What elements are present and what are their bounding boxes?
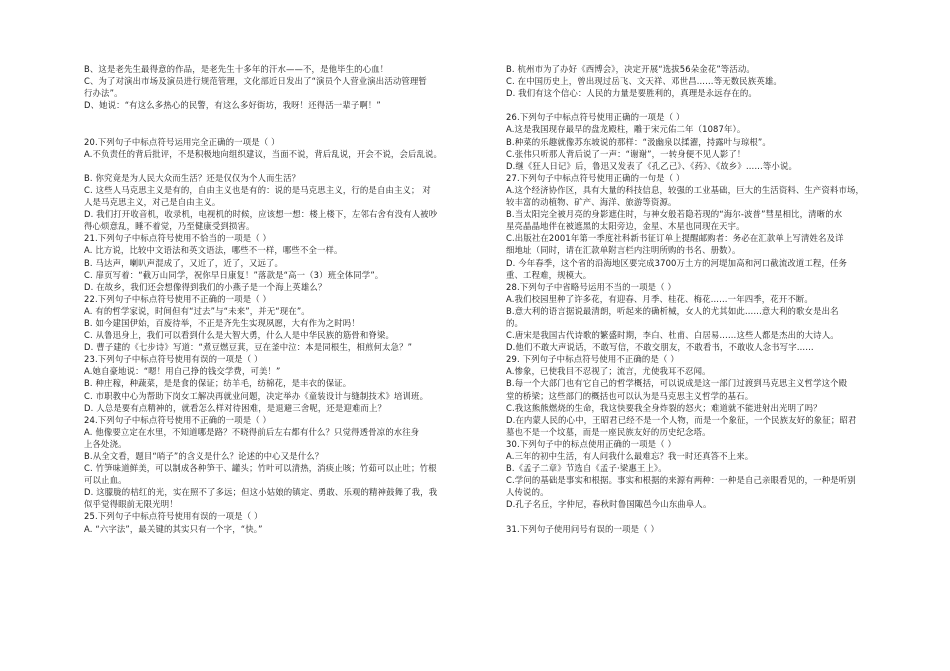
- answer-option: D. 人总是要有点精神的，就看怎么样对待困难，是退避三舍呢，还是迎难而上？: [84, 402, 387, 413]
- spacer: [84, 111, 460, 135]
- text-line: 可以止血。: [84, 475, 127, 486]
- answer-option: B.《孟子二章》节选自《孟子·梁惠王上》。: [506, 463, 667, 474]
- answer-option: D. 我们有这个信心：人民的力量是要胜利的，真理是永远存在的。: [506, 88, 757, 99]
- question-stem: 31.下列句子使用问号有误的一项是（ ）: [506, 523, 659, 534]
- answer-option: B.种菜的乐趣就像苏东坡说的那样：“汲幽泉以揉濯，持露叶与琼根”。: [506, 136, 771, 147]
- text-line: 行办法”。: [84, 88, 123, 99]
- text-line: 重、工程难，规模大。: [506, 269, 592, 280]
- answer-option: C. 从鲁迅身上，我们可以看到什么是大智大勇，什么人是中华民族的筋骨和脊梁。: [84, 330, 394, 341]
- question-stem: 30.下列句子中的标点使用正确的一项是（ ）: [506, 438, 677, 449]
- answer-option: C. 在中国历史上，曾出现过岳飞、文天祥、邓世昌……等无数民族英雄。: [506, 76, 782, 87]
- text-line: 似乎觉得眼前无限光明！: [84, 499, 178, 510]
- answer-option: A. 他像要立定在水里，不知道哪是路？不晓得前后左右都有什么？只觉得透骨凉的水往身: [84, 426, 420, 437]
- answer-option: D. 曹子建的《七步诗》写道：“煮豆燃豆萁，豆在釜中泣：本是同根生，相煎何太急？”: [84, 342, 413, 353]
- answer-option: A. 比方说，比较中文语法和英文语法，哪些不一样，哪些不全一样。: [84, 245, 343, 256]
- answer-option: C.张伟只听那人背后说了一声：“谢谢”，一转身便不见人影了！: [506, 148, 746, 159]
- answer-option: A.这是我国现存最早的盘龙殿柱，雕于宋元佑二年（1087年）。: [506, 124, 746, 135]
- answer-option: A.她自豪地说：“嗯！用自己挣的钱交学费，可美！”: [84, 366, 281, 377]
- answer-option: D. 我们打开收音机，收录机，电视机的时候，应该想一想：楼上楼下，左邻右舍有没有人被吵: [84, 209, 438, 220]
- answer-option: D. 今年春季，这个省的沿海地区要完成3700万土方的河堤加高和河口截流改道工程，任务: [506, 257, 848, 268]
- question-stem: 20.下列句子中标点符号运用完全正确的一项是（ ）: [84, 136, 280, 147]
- question-stem: 28.下列句子中省略号运用不当的一项是（ ）: [506, 281, 677, 292]
- answer-option: C.出版社在2001年第一季度社科新书征订单上提醒邮购者：务必在汇款单上写清姓名及详: [506, 233, 844, 244]
- text-line: 较丰富的动植物、矿产、海洋、旅游等资源。: [506, 197, 677, 208]
- answer-option: B.意大利的语言据说最清朗，听起来的确析械，女人的尤其如此……意大利的歌女是出名: [506, 305, 839, 316]
- text-line: 堂的桥梁；这些部门的概括也可以认为是马克思主义哲学的基石。: [506, 390, 754, 401]
- answer-option: C.我这熊熊燃烧的生命，我这快要我全身炸裂的怒火；难道就不能进射出光明了吗？: [506, 402, 822, 413]
- answer-option: D. 这朦胧的桔红的光，实在照不了多远；但这小姑娘的镇定、勇敢、乐观的精神鼓舞了我，我: [84, 487, 438, 498]
- answer-option: B.从全文看，题目“哨子”的含义是什么？论述的中心又是什么？: [84, 451, 324, 461]
- text-line: 的。: [506, 317, 524, 328]
- answer-option: B. 马达声，喇叭声混成了，又近了，近了，又远了。: [84, 257, 284, 268]
- spacer: [506, 99, 886, 111]
- question-stem: 29. 下列句子中标点符号使用不正确的是（ ）: [506, 354, 679, 365]
- answer-option: B、这是老先生最得意的作品，是老先生十多年的汗水——不，是他毕生的心血！: [84, 64, 389, 74]
- answer-option: C、为了对演出市场及演员进行规范管理，文化部近日发出了“演员个人营业演出活动管理暂: [84, 76, 427, 87]
- question-stem: 26.下列句子中标点符号使用正确的一项是（ ）: [506, 112, 685, 123]
- left-column: [84, 63, 460, 535]
- spacer: [506, 510, 886, 522]
- answer-option: B.当太阳完全被月亮的身影遮住时，与神女般若隐若现的“海尔-波普”彗星相比，清晰的水: [506, 209, 843, 220]
- answer-option: C. 这些人马克思主义是有的，自由主义也是有的：说的是马克思主义，行的是自由主义； 对: [84, 184, 431, 195]
- answer-option: C. 竹笋味道鲜美，可以制成各种笋干、罐头；竹叶可以清热，消痰止咳；竹茹可以止吐；竹根: [84, 463, 437, 474]
- answer-option: D.孔子名丘，字仲尼，春秋时鲁国陬邑今山东曲阜人。: [506, 499, 712, 510]
- answer-option: A.这个经济协作区，具有大量的科技信息，较强的工业基础，巨大的生活资料、生产资料市场，: [506, 184, 865, 195]
- text-line: 人传说的。: [506, 487, 549, 498]
- answer-option: B. 种庄稼，种蔬菜，是是食的保证；纺羊毛，纺棉花，是丰衣的保证。: [84, 378, 352, 389]
- answer-option: A.三年的初中生活，有人问我什么最难忘？我一时还真答不上来。: [506, 451, 754, 461]
- text-line: 得心烦意乱，睡不着觉，乃至健康受到损害。: [84, 221, 255, 232]
- answer-option: A.不负责任的背后批评，不是积极地向组织建议，当面不说，背后乱说，开会不说，会后乱说。: [84, 148, 443, 159]
- text-line: 细地址（同时，请在汇款单附言栏内注明所购的书名、册数）。: [506, 245, 741, 256]
- answer-option: C. 扉页写着：“截万山同学，祝你早日康复！”落款是“高一（3）班全体同学”。: [84, 269, 384, 280]
- answer-option: D. 在故乡，我们还会想像得到我们的小燕子是一个海上英雄么？: [84, 281, 327, 292]
- question-stem: 27.下列句子中标点符号使用正确的一句是（ ）: [506, 172, 685, 183]
- question-stem: 24.下列句子中标点符号使用不正确的一项是（ ）: [84, 414, 272, 425]
- answer-option: D.继《狂人日记》后，鲁迅又发表了《孔乙己》、《药》、《故乡》……等小说。: [506, 160, 798, 171]
- answer-option: D.他们不敢大声说话，不敢写信，不敢交朋友，不敢看书，不敢收人念书写字……: [506, 342, 814, 353]
- answer-option: C. 市职教中心为帮助下岗女工解决再就业问题，决定举办《童装设计与缝制技术》培训班。: [84, 390, 429, 401]
- answer-option: A. 有的哲学家说，时间但有“过去”与“未来”，并无“现在”。: [84, 305, 310, 316]
- answer-option: B. 杭州市为了办好《西博会》，决定开展“选拔56朵金花”等活动。: [506, 64, 755, 74]
- question-stem: 22.下列句子中标点符号使用不正确的一项是（ ）: [84, 293, 272, 304]
- text-line: 星亮晶晶地伴在被遮黑的太阳旁边，金星、木星也同现在天宇。: [506, 221, 745, 232]
- text-line: 墓也不是一个坟墓，而是一座民族友好的历史纪念塔。: [506, 426, 711, 437]
- question-stem: 21.下列句子中标点符号使用不恰当的一项是（ ）: [84, 233, 272, 244]
- answer-option: A.惨象，已使我目不忍视了；流言，尤使我耳不忍闻。: [506, 366, 711, 377]
- answer-option: B. 如今建国伊始，百废待举，不正是齐先生实现夙愿，大有作为之时吗！: [84, 317, 360, 328]
- spacer: [84, 160, 460, 172]
- answer-option: D.在内蒙人民的心中，王昭君已经不是一个人物，而是一个象征，一个民族友好的象征；昭君: [506, 414, 857, 425]
- answer-option: D、她说：“有这么多热心的民警，有这么多好街坊，我呀！还得活一辈子啊！”: [84, 100, 381, 111]
- answer-option: A. “六字法”，最关键的其实只有一个字，“快。”: [84, 523, 263, 534]
- question-stem: 23.下列句子中标点符号使用有误的一项是（ ）: [84, 354, 263, 365]
- question-stem: 25.下列句子中标点符号使用有误的一项是（ ）: [84, 511, 263, 522]
- text-line: 上各处浇。: [84, 438, 127, 449]
- answer-option: B.每一个大部门也有它自己的哲学概括，可以说成是这一部门过渡到马克思主义哲学这个殿: [506, 378, 848, 389]
- answer-option: C.学问的基础是事实和根据。事实和根据的来源有两种：一种是自己亲眼看见的，一种是听别: [506, 475, 856, 486]
- answer-option: A.我们校园里种了许多花，有迎春、月季、桂花、梅花……一年四季，花开不断。: [506, 293, 813, 304]
- text-line: 人是马克思主义，对己是自由主义。: [84, 197, 221, 208]
- answer-option: B. 你究竟是为人民大众而生活？还是仅仅为个人而生活？: [84, 172, 301, 183]
- right-column: [506, 63, 886, 535]
- answer-option: C.唐宋是我国古代诗歌的繁盛时期，李白、杜甫、白居易……这些人都是杰出的大诗人。: [506, 330, 839, 341]
